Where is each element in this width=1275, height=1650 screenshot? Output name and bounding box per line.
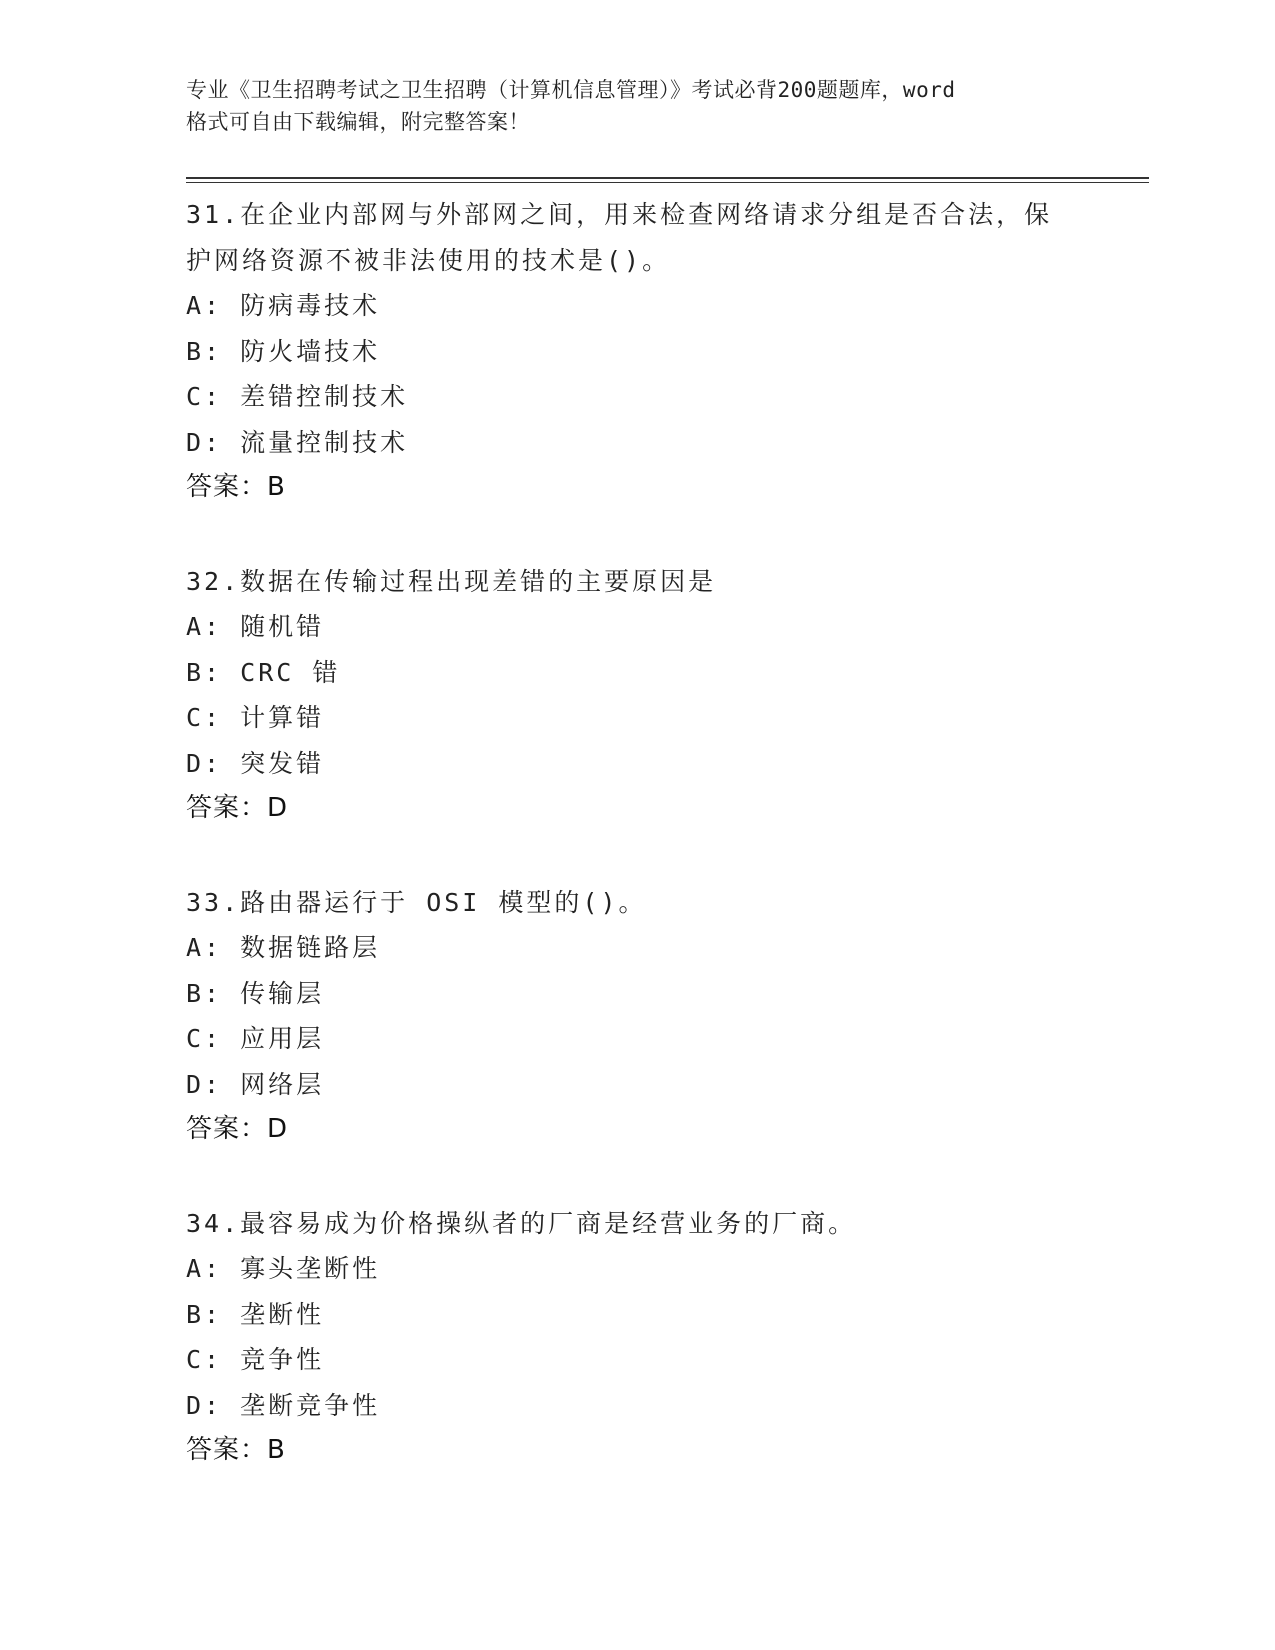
option-a: A: 防病毒技术: [186, 291, 381, 320]
option-a: A: 数据链路层: [186, 933, 381, 962]
stem-line: 33.路由器运行于 OSI 模型的()。: [186, 887, 647, 917]
option-c: C: 计算错: [186, 703, 325, 732]
option-d: D: 网络层: [186, 1069, 325, 1099]
question-33: [186, 880, 1086, 1153]
option-c: C: 竞争性: [186, 1345, 325, 1374]
option-d: D: 垄断竞争性: [186, 1390, 381, 1420]
option-b: B: 垄断性: [186, 1299, 325, 1329]
option-c: C: 应用层: [186, 1024, 325, 1053]
stem-line: 31.在企业内部网与外部网之间，用来检查网络请求分组是否合法，保: [186, 200, 1053, 229]
header-line-1: 专业《卫生招聘考试之卫生招聘（计算机信息管理）》考试必背200题题库，word: [186, 78, 956, 102]
question-34: [186, 1201, 1086, 1474]
option-b: B: 防火墙技术: [186, 336, 381, 366]
question-stem: [186, 559, 1086, 605]
header-divider-thin: [186, 182, 1149, 183]
answer-line: 答案：D: [186, 1114, 289, 1144]
question-stem: [186, 192, 1086, 283]
question-list: [186, 192, 1086, 1522]
question-31: [186, 192, 1086, 511]
option-b: B: CRC 错: [186, 657, 341, 687]
option-a: A: 随机错: [186, 612, 325, 641]
header-divider-thick: [186, 177, 1149, 179]
question-32: [186, 559, 1086, 832]
stem-line: 32.数据在传输过程出现差错的主要原因是: [186, 566, 717, 596]
stem-line: 护网络资源不被非法使用的技术是()。: [186, 245, 671, 275]
answer-line: 答案：B: [186, 472, 286, 502]
option-a: A: 寡头垄断性: [186, 1254, 381, 1283]
question-stem: [186, 880, 1086, 926]
stem-line: 34.最容易成为价格操纵者的厂商是经营业务的厂商。: [186, 1208, 857, 1238]
option-b: B: 传输层: [186, 978, 325, 1008]
document-header: [186, 74, 1086, 138]
question-stem: [186, 1201, 1086, 1247]
option-c: C: 差错控制技术: [186, 382, 409, 411]
answer-line: 答案：B: [186, 1435, 286, 1465]
answer-line: 答案：D: [186, 793, 289, 823]
option-d: D: 突发错: [186, 748, 325, 778]
option-d: D: 流量控制技术: [186, 427, 409, 457]
header-line-2: 格式可自由下载编辑，附完整答案！: [186, 110, 530, 134]
